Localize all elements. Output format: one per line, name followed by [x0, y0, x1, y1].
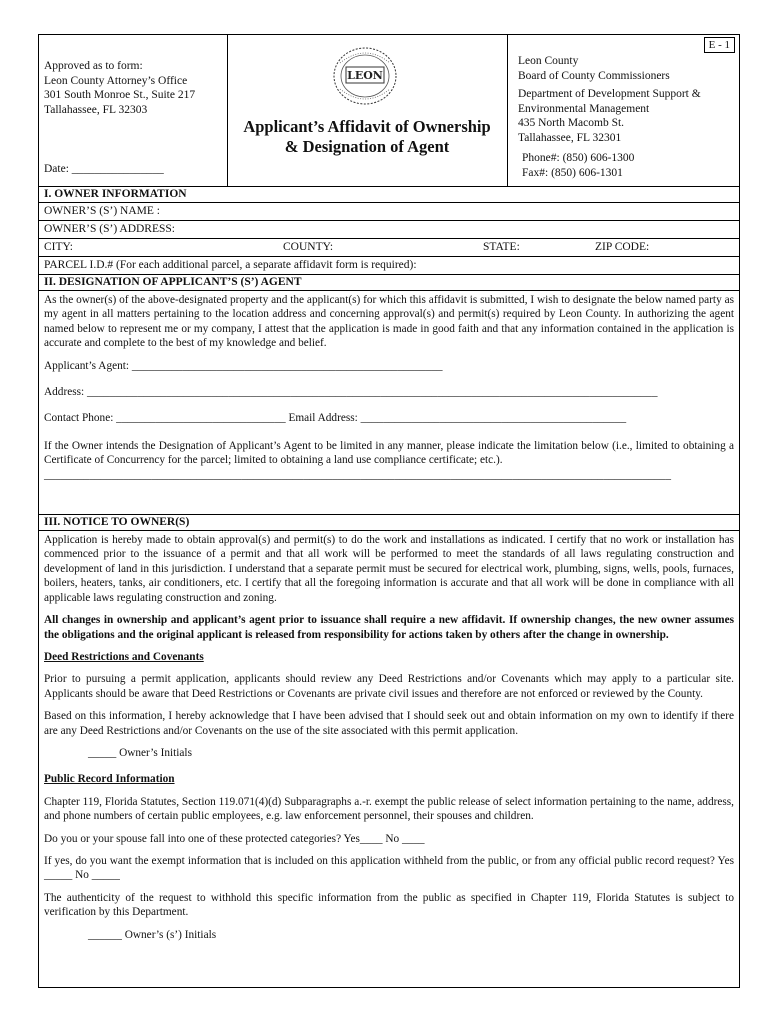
date-field[interactable]: Date: ________________ [44, 163, 164, 175]
deed-acknowledgement: Based on this information, I hereby acknowledge that I have been advised that I should seek out and obtain information on my own to identify if there are any Deed Restrictions and/or Covenants on the use of the site associated with this permit application. [44, 710, 734, 737]
deed-initials-field[interactable]: _____ Owner’s Initials [88, 746, 192, 759]
section-heading-agent: II. DESIGNATION OF APPLICANT’S (S’) AGENT [39, 275, 739, 291]
phone-number: Phone#: (850) 606-1300 [522, 152, 635, 164]
public-record-paragraph: Chapter 119, Florida Statutes, Section 119.071(4)(d) Subparagraphs a.-r. exempt the public release of select information pertaining to the name, address, and phone numbers of certain public employees, e.g. law enforcement personnel, their spouses and children. [44, 795, 734, 823]
notice-body [39, 531, 739, 942]
limitation-text: If the Owner intends the Designation of Applicant’s Agent to be limited in any manner, please indicate the limitation below (i.e., limited to obtaining a Certificate of Concurrency for the parcel; limited to obtaining a land use compliance certificate; etc.). [44, 439, 734, 467]
location-row [39, 239, 739, 257]
deed-paragraph: Prior to pursuing a permit application, applicants should review any Deed Restrictions and/or Covenants which may apply to a particular site. Applicants should be aware that Deed Restrictions or Covenants are private civil issues and therefore are not enforced or reviewed by the County. [44, 673, 734, 700]
dept-line: 435 North Macomb St. [518, 117, 625, 129]
approved-line: 301 South Monroe St., Suite 217 [44, 89, 196, 101]
agent-intro [39, 291, 739, 351]
fax-number: Fax#: (850) 606-1301 [522, 166, 623, 179]
svg-text:LEON: LEON [347, 69, 383, 82]
title-line: & Designation of Agent [284, 137, 450, 156]
owner-name-field[interactable]: OWNER’S (S’) NAME : [39, 203, 739, 221]
form-header [39, 35, 739, 187]
agent-name-field[interactable]: Applicant’s Agent: _______________________________________________________ [44, 359, 443, 372]
approval-text [44, 59, 195, 117]
notice-paragraph: Application is hereby made to obtain approval(s) and permit(s) to do the work and installations as indicated. I certify that no work or installation has commenced prior to the issuance of a permit and that all work will be performed to meet the standards of all laws regulating construction and development of land in this jurisdiction. I understand that a separate permit must be secured for electrical work, plumbing, signs, wells, pools, furnaces, boilers, heaters, tanks, air conditioners, etc. I certify that all the foregoing information is accurate and that all work will be done in compliance with all applicable laws regulating construction and zoning. [44, 534, 734, 604]
county-line: Leon County [518, 55, 579, 67]
county-block [507, 35, 739, 186]
county-address [518, 54, 701, 145]
county-line: Board of County Commissioners [518, 69, 670, 82]
limitation-block [39, 435, 739, 468]
agent-intro-text: As the owner(s) of the above-designated property and the applicant(s) for which this affidavit is submitted, I wish to designate the below named party as my agent in all matters pertaining to the location address and concerning approval(s) and permit(s) required by Leon County. In authorizing the agent named below to represent me or my company, I attest that the application is made in good faith and that any information contained in the application is accurate and complete to the best of my knowledge and belief. [44, 294, 734, 350]
city-field[interactable]: CITY: [44, 241, 73, 253]
withhold-question[interactable]: If yes, do you want the exempt information that is included on this application withheld from the public, or from any official public record request? Yes _____ No _____ [44, 854, 734, 882]
title-line: Applicant’s Affidavit of Ownership [243, 117, 491, 136]
page-title [227, 117, 507, 157]
contact-numbers [522, 151, 634, 180]
dept-line: Tallahassee, FL 32301 [518, 131, 622, 144]
state-field[interactable]: STATE: [483, 241, 520, 253]
dept-line: Environmental Management [518, 102, 650, 115]
approved-line: Leon County Attorney’s Office [44, 74, 188, 87]
form-code-badge: E - 1 [704, 37, 735, 53]
agent-address-field[interactable]: Address: _____________________________________________________________________________________________________ [44, 386, 658, 399]
protected-category-question[interactable]: Do you or your spouse fall into one of these protected categories? Yes____ No ____ [44, 832, 425, 845]
county-field[interactable]: COUNTY: [283, 241, 334, 253]
final-initials-field[interactable]: ______ Owner’s (s’) Initials [88, 928, 217, 941]
deed-heading: Deed Restrictions and Covenants [44, 650, 204, 663]
zip-field[interactable]: ZIP CODE: [595, 241, 650, 253]
owner-address-field[interactable]: OWNER’S (S’) ADDRESS: [39, 221, 739, 239]
agent-contact-field[interactable]: Contact Phone: ______________________________ Email Address: _______________________________________________ [44, 412, 627, 425]
limitation-field[interactable]: _______________________________________________________________________________________________________________ [44, 468, 671, 481]
section-heading-owner: I. OWNER INFORMATION [39, 187, 739, 203]
parcel-id-field[interactable]: PARCEL I.D.# (For each additional parcel, a separate affidavit form is required): [39, 257, 739, 275]
ownership-change-notice: All changes in ownership and applicant’s agent prior to issuance shall require a new affidavit. If ownership changes, the new owner assumes the obligations and the original applicant is released from responsibility for actions taken by others after the change in ownership. [44, 614, 734, 641]
public-record-heading: Public Record Information [44, 773, 175, 786]
section-heading-notice: III. NOTICE TO OWNER(S) [39, 514, 739, 531]
approved-line: Tallahassee, FL 32303 [44, 103, 148, 116]
dept-line: Department of Development Support & [518, 88, 701, 100]
title-block [227, 35, 508, 186]
approval-block [39, 35, 228, 186]
approved-line: Approved as to form: [44, 60, 143, 72]
verification-paragraph: The authenticity of the request to withhold this specific information from the public as specified in Chapter 119, Florida Statutes is subject to verification by this Department. [44, 891, 734, 919]
county-seal-icon [330, 43, 400, 109]
affidavit-form [38, 34, 740, 988]
